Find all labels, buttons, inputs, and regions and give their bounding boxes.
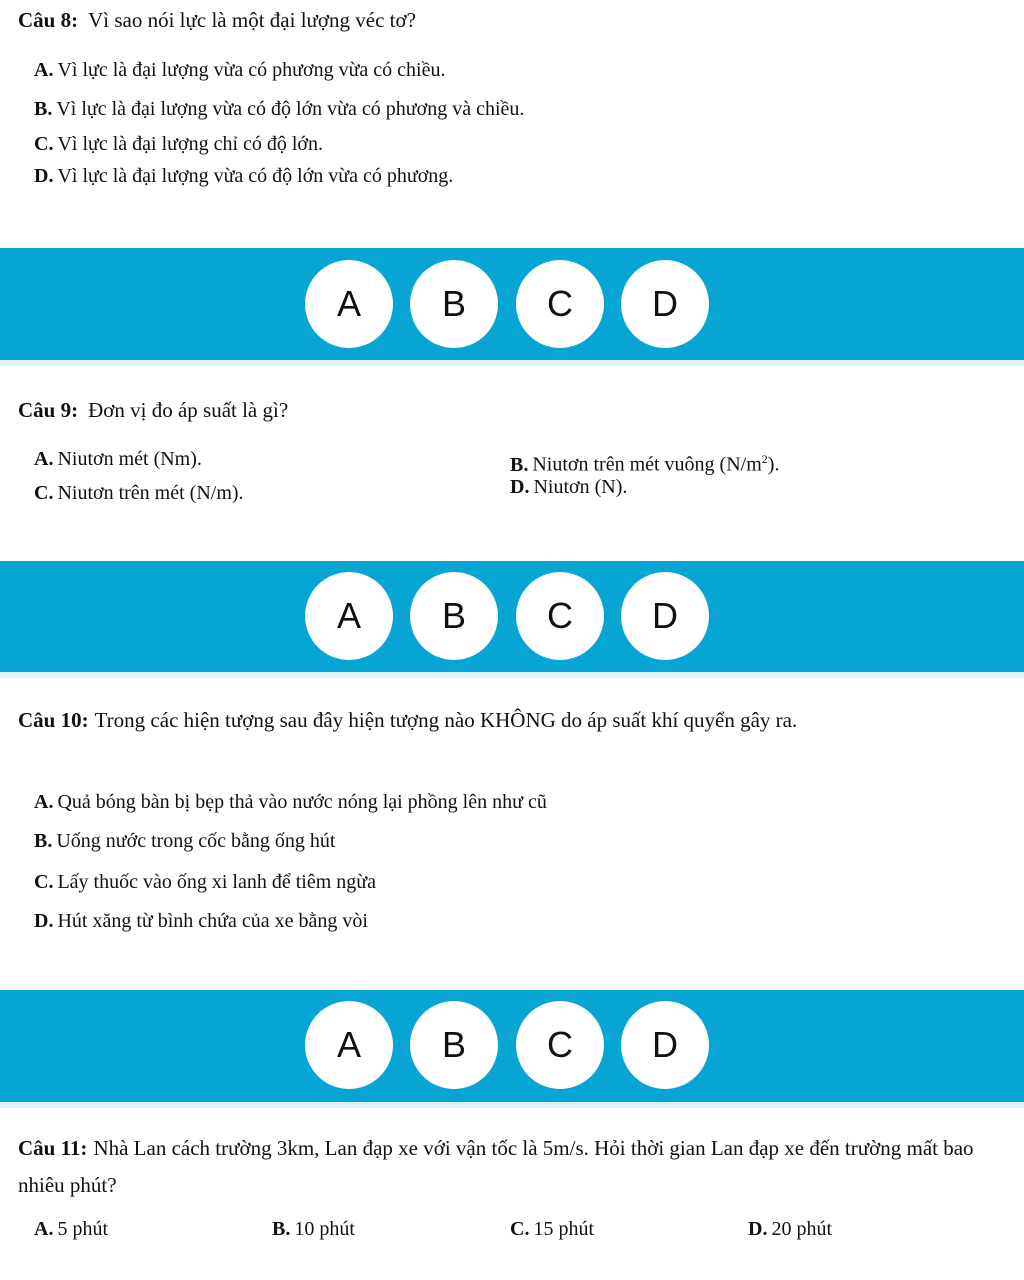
- answer-button-d[interactable]: D: [621, 1001, 709, 1089]
- answer-band-question-10: [0, 990, 1024, 1102]
- question-10-label: Câu 10:: [18, 708, 89, 732]
- answer-button-b[interactable]: B: [410, 1001, 498, 1089]
- answer-button-a[interactable]: A: [305, 1001, 393, 1089]
- question-10-title: [18, 702, 1003, 739]
- answer-button-a[interactable]: A: [305, 572, 393, 660]
- question-10-option-b: B. Uống nước trong cốc bằng ống hút: [34, 830, 336, 852]
- question-9-title: [18, 396, 288, 424]
- answer-button-c[interactable]: C: [516, 572, 604, 660]
- question-10-option-d: D. Hút xăng từ bình chứa của xe bằng vòi: [34, 910, 368, 932]
- question-8-label: Câu 8:: [18, 8, 79, 32]
- question-8-text: Vì sao nói lực là một đại lượng véc tơ?: [88, 8, 416, 32]
- answer-button-b[interactable]: B: [410, 572, 498, 660]
- answer-button-d[interactable]: D: [621, 260, 709, 348]
- question-11-label: Câu 11:: [18, 1136, 88, 1160]
- answer-band-question-8: [0, 248, 1024, 360]
- question-11-option-a: A. 5 phút: [34, 1218, 109, 1240]
- question-8-option-a: A. Vì lực là đại lượng vừa có phương vừa có chiều.: [34, 59, 446, 81]
- question-8-option-c: C. Vì lực là đại lượng chỉ có độ lớn.: [34, 133, 324, 155]
- question-11-option-d: D. 20 phút: [748, 1218, 833, 1240]
- question-11-text: Nhà Lan cách trường 3km, Lan đạp xe với vận tốc là 5m/s. Hỏi thời gian Lan đạp xe đến trường mất bao nhiêu phút?: [18, 1136, 974, 1197]
- question-9-label: Câu 9:: [18, 398, 79, 422]
- question-9-text: Đơn vị đo áp suất là gì?: [88, 398, 289, 422]
- question-11-option-b: B. 10 phút: [272, 1218, 355, 1240]
- answer-band-question-9: [0, 561, 1024, 672]
- question-10-text: Trong các hiện tượng sau đây hiện tượng nào KHÔNG do áp suất khí quyển gây ra.: [94, 708, 798, 732]
- question-8-option-b: B. Vì lực là đại lượng vừa có độ lớn vừa có phương và chiều.: [34, 98, 525, 120]
- question-8-title: [18, 6, 416, 34]
- question-11-title: [18, 1130, 1003, 1204]
- question-8-option-d: D. Vì lực là đại lượng vừa có độ lớn vừa có phương.: [34, 165, 454, 187]
- answer-button-a[interactable]: A: [305, 260, 393, 348]
- question-9-option-a: A. Niutơn mét (Nm).: [34, 448, 202, 470]
- question-9-option-b: B. Niutơn trên mét vuông $(N/m^2)$.: [510, 452, 780, 476]
- answer-button-c[interactable]: C: [516, 1001, 604, 1089]
- question-11-option-c: C. 15 phút: [510, 1218, 595, 1240]
- answer-button-d[interactable]: D: [621, 572, 709, 660]
- question-10-option-a: A. Quả bóng bàn bị bẹp thả vào nước nóng lại phồng lên như cũ: [34, 791, 547, 813]
- answer-button-c[interactable]: C: [516, 260, 604, 348]
- answer-button-b[interactable]: B: [410, 260, 498, 348]
- question-9-option-c: C. Niutơn trên mét (N/m).: [34, 482, 244, 504]
- question-9-option-d: D. Niutơn (N).: [510, 476, 628, 498]
- question-10-option-c: C. Lấy thuốc vào ống xi lanh để tiêm ngừa: [34, 871, 376, 893]
